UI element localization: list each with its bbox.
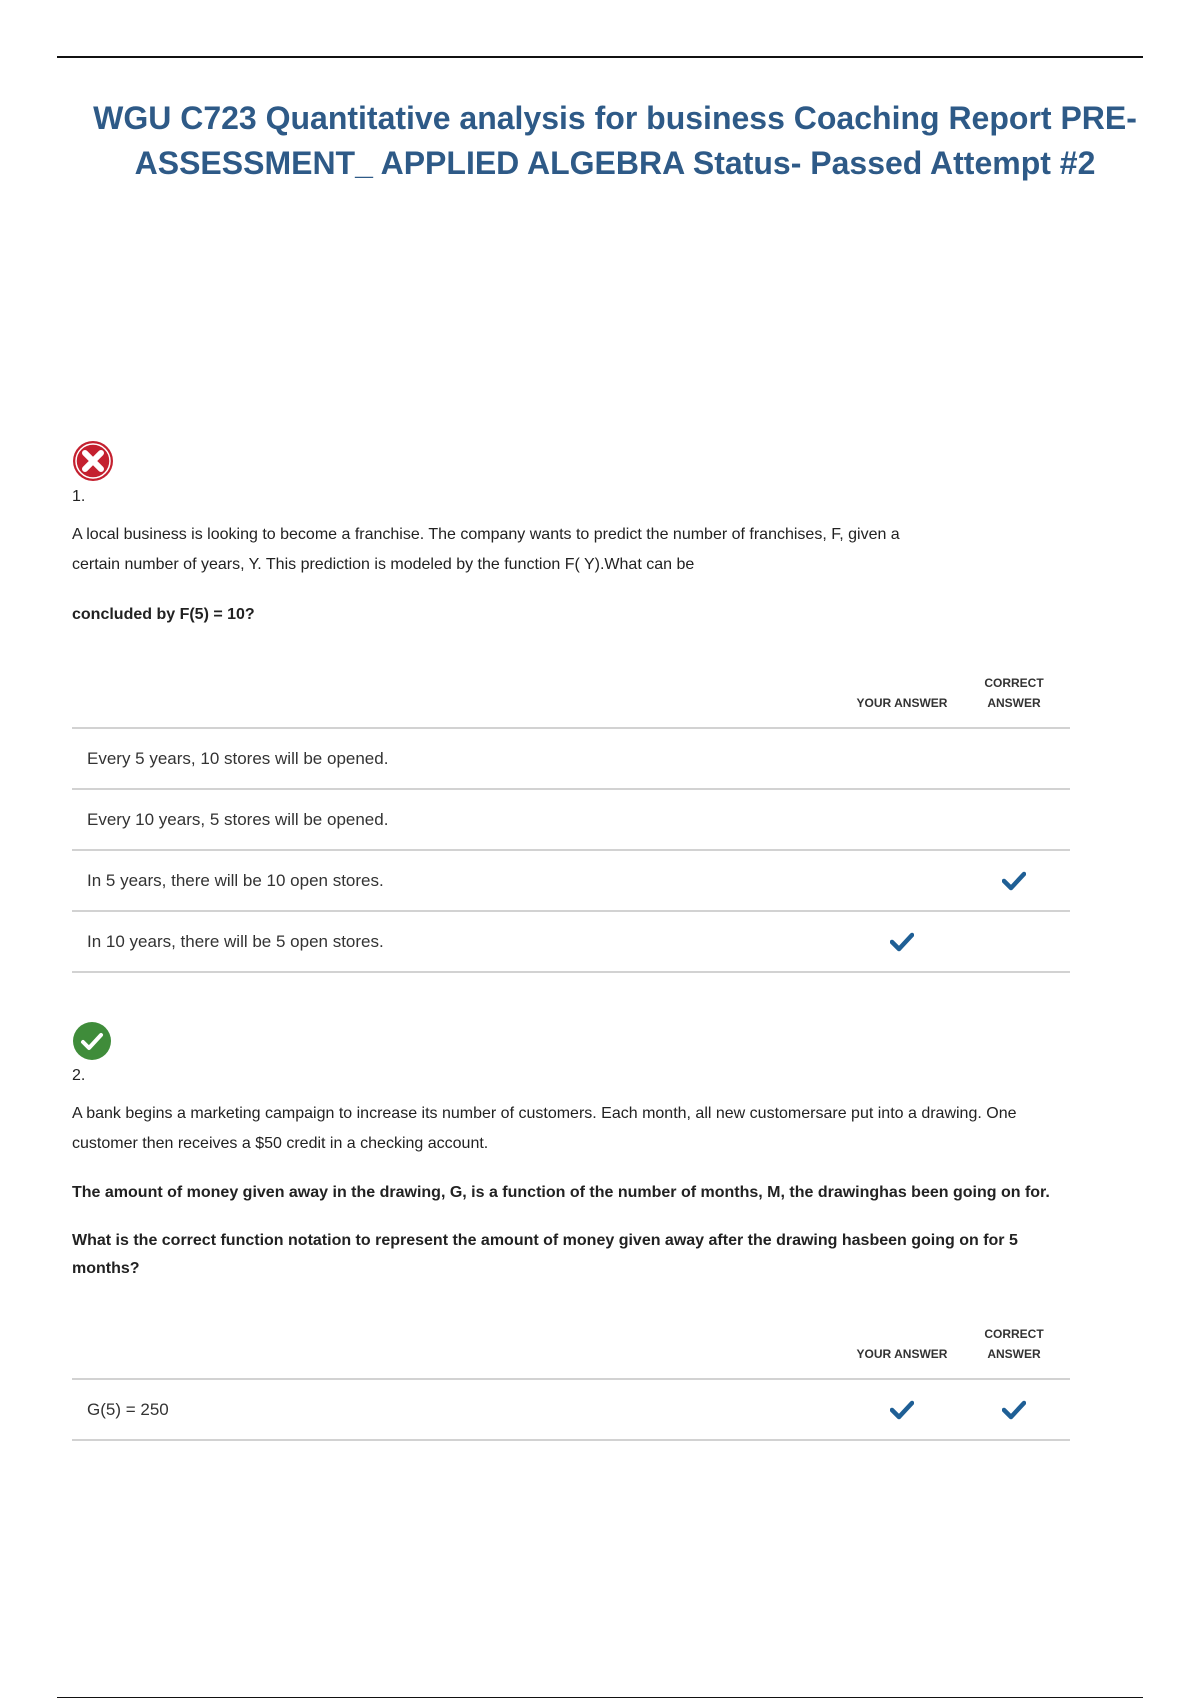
table-row — [72, 728, 1070, 789]
your-answer-cell — [846, 789, 958, 850]
table-row — [72, 850, 1070, 911]
table-row — [72, 789, 1070, 850]
correct-answer-cell — [958, 911, 1070, 972]
checkmark-icon — [1002, 1400, 1026, 1420]
answer-table — [72, 1323, 1070, 1441]
checkmark-icon — [890, 932, 914, 952]
bottom-rule — [57, 1697, 1143, 1698]
top-rule — [57, 56, 1143, 58]
question-prompt: A local business is looking to become a franchise. The company wants to predict the number of franchises, F, given a certain number of years, Y. This prediction is modeled by the function F( Y).What can be — [72, 526, 900, 573]
question-prompt-final: What is the correct function notation to represent the amount of money given away after the drawing hasbeen going on for 5 months? — [72, 1232, 1018, 1277]
your-answer-cell — [846, 728, 958, 789]
correct-answer-header: CORRECT ANSWER — [984, 676, 1044, 710]
your-answer-cell — [846, 911, 958, 972]
checkmark-icon — [1002, 871, 1026, 891]
answer-option: G(5) = 250 — [72, 1379, 846, 1440]
check-circle-icon — [72, 1021, 112, 1061]
correct-answer-cell — [958, 728, 1070, 789]
question-prompt-continued: concluded by F(5) = 10? — [72, 606, 255, 623]
question-prompt: A bank begins a marketing campaign to increase its number of customers. Each month, all new customersare put into a drawing. One customer then receives a $50 credit in a checking account. — [72, 1105, 1017, 1152]
answer-table — [72, 672, 1070, 973]
correct-answer-header: CORRECT ANSWER — [984, 1327, 1044, 1361]
checkmark-icon — [890, 1400, 914, 1420]
answer-option: Every 10 years, 5 stores will be opened. — [72, 789, 846, 850]
table-row — [72, 1379, 1070, 1440]
correct-answer-cell — [958, 789, 1070, 850]
question-number: 1. — [72, 488, 86, 505]
table-row — [72, 911, 1070, 972]
correct-answer-cell — [958, 1379, 1070, 1440]
answer-option: In 5 years, there will be 10 open stores. — [72, 850, 846, 911]
your-answer-cell — [846, 1379, 958, 1440]
your-answer-header: YOUR ANSWER — [856, 1347, 948, 1361]
correct-answer-cell — [958, 850, 1070, 911]
question-2 — [72, 1021, 1072, 1441]
question-number: 2. — [72, 1067, 86, 1084]
document-title: WGU C723 Quantitative analysis for business Coaching Report PRE-ASSESSMENT_ APPLIED ALGEBRA Status- Passed Attempt #2 — [93, 100, 1137, 181]
answer-option: In 10 years, there will be 5 open stores. — [72, 911, 846, 972]
your-answer-header: YOUR ANSWER — [856, 696, 948, 710]
answer-option: Every 5 years, 10 stores will be opened. — [72, 728, 846, 789]
question-prompt-continued: The amount of money given away in the drawing, G, is a function of the number of months, M, the drawinghas been going on for. — [72, 1184, 1050, 1201]
your-answer-cell — [846, 850, 958, 911]
x-circle-icon — [72, 440, 114, 482]
question-1 — [72, 440, 1072, 973]
